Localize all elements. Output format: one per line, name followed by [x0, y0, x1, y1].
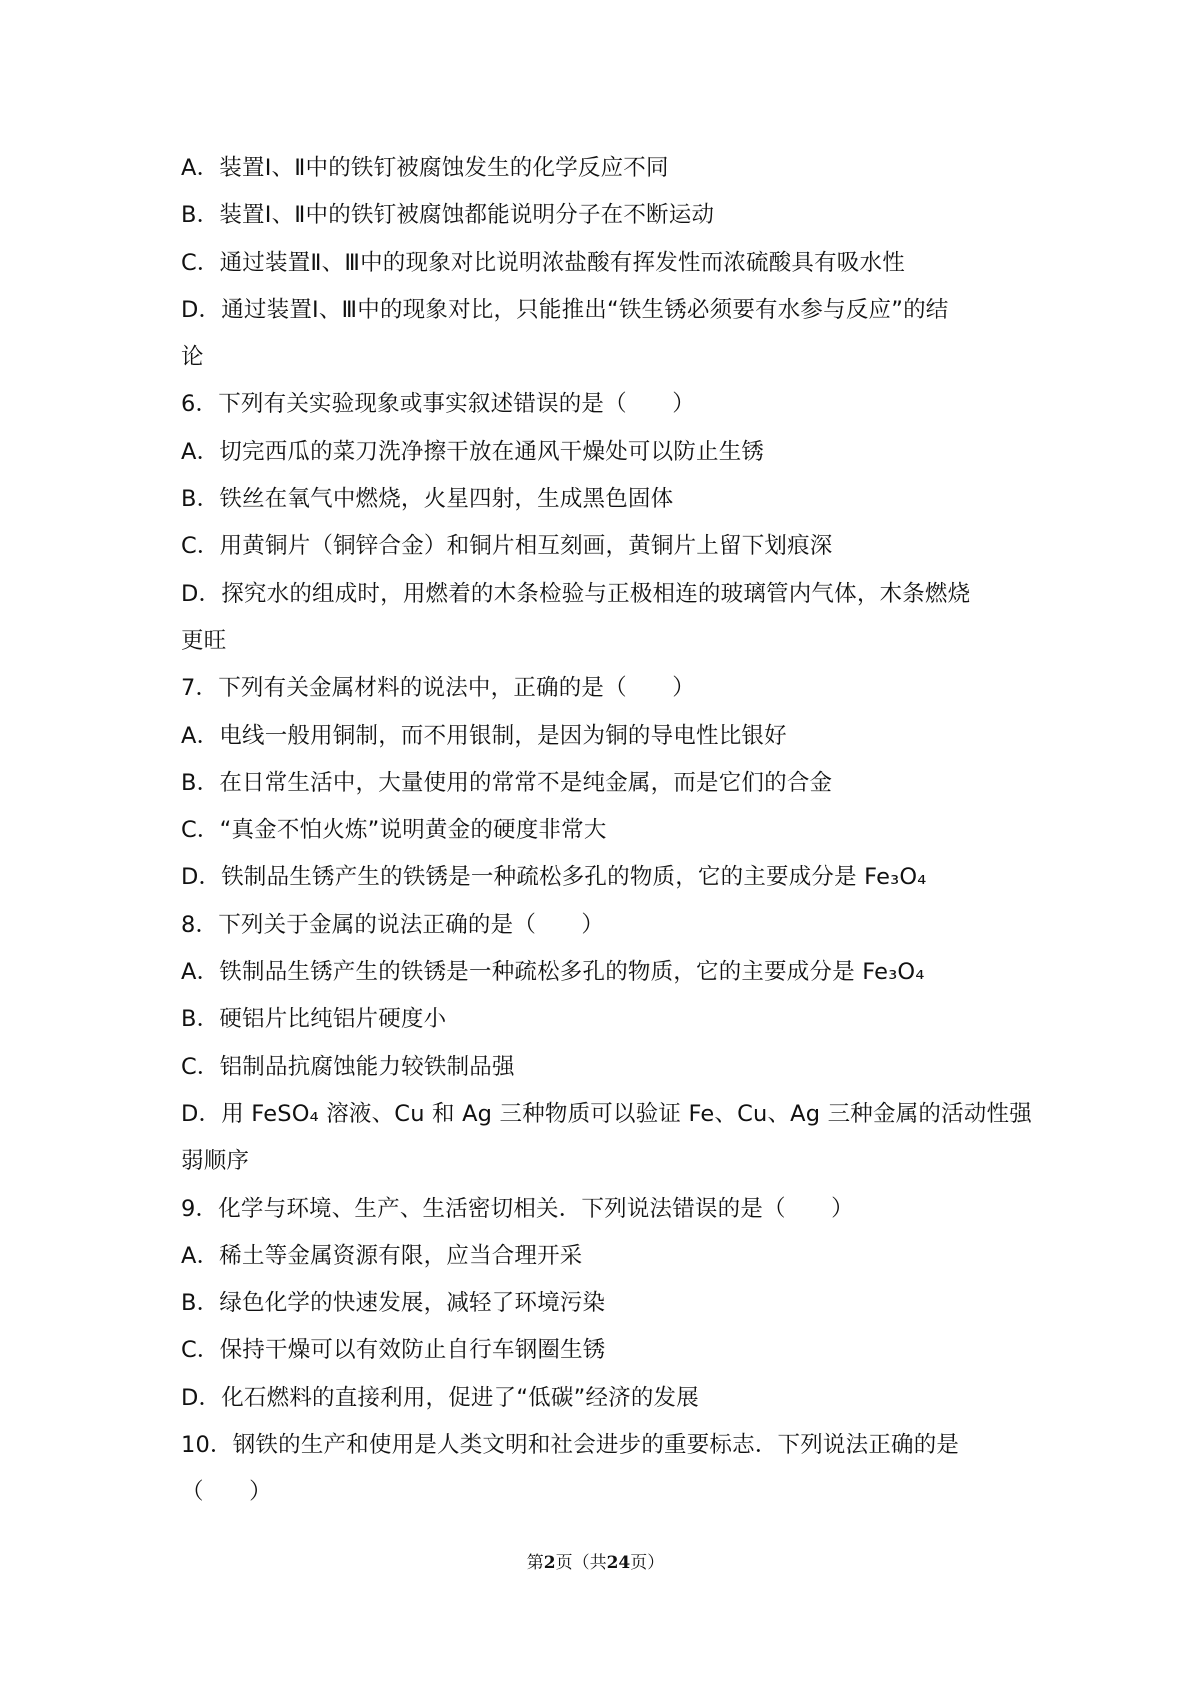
footer-total-pages: 24: [606, 1553, 631, 1573]
text-line: C．保持干燥可以有效防止自行车钢圈生锈: [181, 1337, 606, 1364]
question-7: 7．下列有关金属材料的说法中，正确的是（ ）: [181, 675, 695, 702]
text-line: C．铝制品抗腐蚀能力较铁制品强: [181, 1053, 515, 1080]
text-line: A．稀土等金属资源有限，应当合理开采: [181, 1242, 583, 1269]
question-9: 9．化学与环境、生产、生活密切相关．下列说法错误的是（ ）: [181, 1195, 854, 1222]
question-content: [181, 145, 1031, 1517]
text-line: A．切完西瓜的菜刀洗净擦干放在通风干燥处可以防止生锈: [181, 438, 765, 465]
text-line: D．探究水的组成时，用燃着的木条检验与正极相连的玻璃管内气体，木条燃烧: [181, 580, 971, 607]
text-line: 弱顺序: [181, 1148, 250, 1175]
text-line: B．在日常生活中，大量使用的常常不是纯金属，而是它们的合金: [181, 769, 833, 796]
text-line: D．化石燃料的直接利用，促进了“低碳”经济的发展: [181, 1384, 699, 1411]
text-line: A．铁制品生锈产生的铁锈是一种疏松多孔的物质，它的主要成分是 Fe₃O₄: [181, 959, 925, 986]
footer-prefix: 第: [526, 1553, 544, 1573]
text-line: C．通过装置Ⅱ、Ⅲ中的现象对比说明浓盐酸有挥发性而浓硫酸具有吸水性: [181, 249, 905, 276]
question-10: 10．钢铁的生产和使用是人类文明和社会进步的重要标志．下列说法正确的是: [181, 1432, 960, 1459]
footer-page-number: 2: [543, 1553, 556, 1573]
text-line: B．硬铝片比纯铝片硬度小: [181, 1006, 447, 1033]
text-line: C．“真金不怕火炼”说明黄金的硬度非常大: [181, 817, 607, 844]
text-line: D．用 FeSO₄ 溶液、Cu 和 Ag 三种物质可以验证 Fe、Cu、Ag 三种金属的活动性强: [181, 1100, 1032, 1127]
text-line: B．绿色化学的快速发展，减轻了环境污染: [181, 1290, 606, 1317]
text-line: 更旺: [181, 627, 227, 654]
text-line: B．铁丝在氧气中燃烧，火星四射，生成黑色固体: [181, 486, 674, 513]
text-line: D．通过装置Ⅰ、Ⅲ中的现象对比，只能推出“铁生锈必须要有水参与反应”的结: [181, 296, 949, 323]
text-line: A．装置Ⅰ、Ⅱ中的铁钉被腐蚀发生的化学反应不同: [181, 155, 669, 181]
question-6: 6．下列有关实验现象或事实叙述错误的是（ ）: [181, 391, 695, 418]
text-line: A．电线一般用铜制，而不用银制，是因为铜的导电性比银好: [181, 722, 787, 749]
footer-middle: 页（共: [555, 1553, 607, 1573]
text-line: D．铁制品生锈产生的铁锈是一种疏松多孔的物质，它的主要成分是 Fe₃O₄: [181, 864, 927, 891]
text-line: （ ）: [181, 1479, 272, 1506]
text-line: 论: [181, 344, 204, 371]
page-footer: [0, 1548, 1191, 1573]
footer-suffix: 页）: [630, 1553, 665, 1573]
question-8: 8．下列关于金属的说法正确的是（ ）: [181, 911, 605, 938]
text-line: B．装置Ⅰ、Ⅱ中的铁钉被腐蚀都能说明分子在不断运动: [181, 202, 715, 229]
text-line: C．用黄铜片（铜锌合金）和铜片相互刻画，黄铜片上留下划痕深: [181, 533, 833, 560]
